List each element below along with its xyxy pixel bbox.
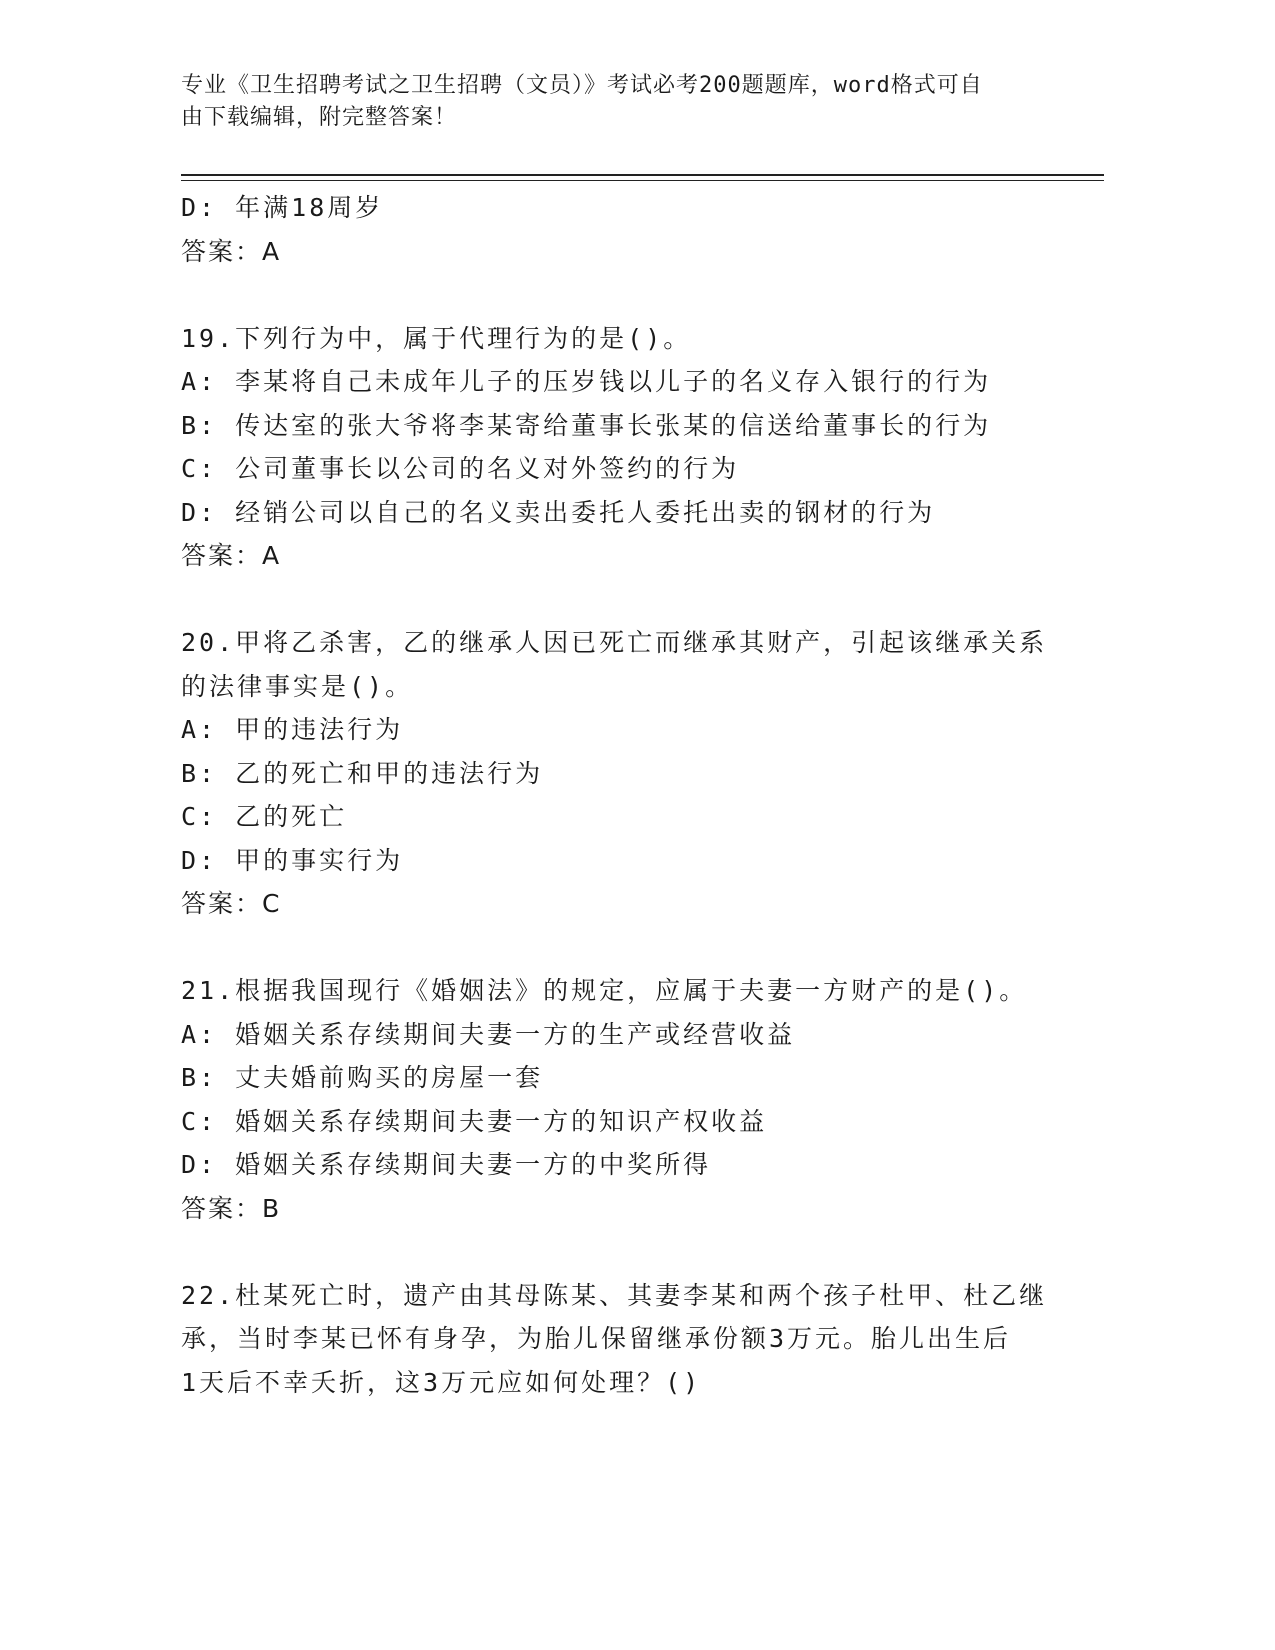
- option-c: C: 公司董事长以公司的名义对外签约的行为: [181, 454, 740, 483]
- option-b: B: 乙的死亡和甲的违法行为: [181, 758, 544, 788]
- question-stem: 1天后不幸夭折，这3万元应如何处理？(): [181, 1367, 702, 1397]
- answer-line: 答案：B: [181, 1193, 282, 1223]
- spacer: [181, 578, 1081, 622]
- option-d: D: 甲的事实行为: [181, 845, 404, 875]
- answer-line: 答案：A: [181, 236, 282, 266]
- spacer: [181, 1230, 1081, 1274]
- question-stem: 21.根据我国现行《婚姻法》的规定，应属于夫妻一方财产的是()。: [181, 976, 1028, 1005]
- answer-line: 答案：C: [181, 889, 282, 918]
- header-line-2: 由下载编辑，附完整答案！: [181, 105, 458, 130]
- question-19: [181, 317, 1081, 578]
- answer-line: 答案：A: [181, 541, 282, 570]
- question-22: [181, 1274, 1081, 1405]
- question-stem: 承，当时李某已怀有身孕，为胎儿保留继承份额3万元。胎儿出生后: [181, 1324, 1012, 1353]
- option-a: A: 婚姻关系存续期间夫妻一方的生产或经营收益: [181, 1019, 796, 1049]
- header-line-1: 专业《卫生招聘考试之卫生招聘（文员）》考试必考200题题库，word格式可自: [181, 73, 983, 98]
- question-stem: 19.下列行为中，属于代理行为的是()。: [181, 323, 692, 353]
- question-21: [181, 969, 1081, 1230]
- question-20: [181, 621, 1081, 926]
- question-stem: 22.杜某死亡时，遗产由其母陈某、其妻李某和两个孩子杜甲、杜乙继: [181, 1280, 1048, 1310]
- question-stem: 的法律事实是()。: [181, 671, 414, 701]
- spacer: [181, 926, 1081, 970]
- option-a: A: 李某将自己未成年儿子的压岁钱以儿子的名义存入银行的行为: [181, 367, 992, 396]
- option-a: A: 甲的违法行为: [181, 715, 404, 744]
- option-b: B: 传达室的张大爷将李某寄给董事长张某的信送给董事长的行为: [181, 410, 992, 440]
- option-d: D: 年满18周岁: [181, 193, 384, 222]
- document-header: [181, 70, 1041, 134]
- option-c: C: 乙的死亡: [181, 802, 348, 831]
- question-stem: 20.甲将乙杀害，乙的继承人因已死亡而继承其财产，引起该继承关系: [181, 628, 1048, 657]
- spacer: [181, 273, 1081, 317]
- header-rule-thin: [181, 180, 1104, 181]
- option-c: C: 婚姻关系存续期间夫妻一方的知识产权收益: [181, 1106, 768, 1136]
- header-rule-thick: [181, 174, 1104, 176]
- option-b: B: 丈夫婚前购买的房屋一套: [181, 1063, 544, 1092]
- document-body: [181, 186, 1081, 1404]
- option-d: D: 经销公司以自己的名义卖出委托人委托出卖的钢材的行为: [181, 497, 936, 527]
- option-d: D: 婚姻关系存续期间夫妻一方的中奖所得: [181, 1150, 712, 1179]
